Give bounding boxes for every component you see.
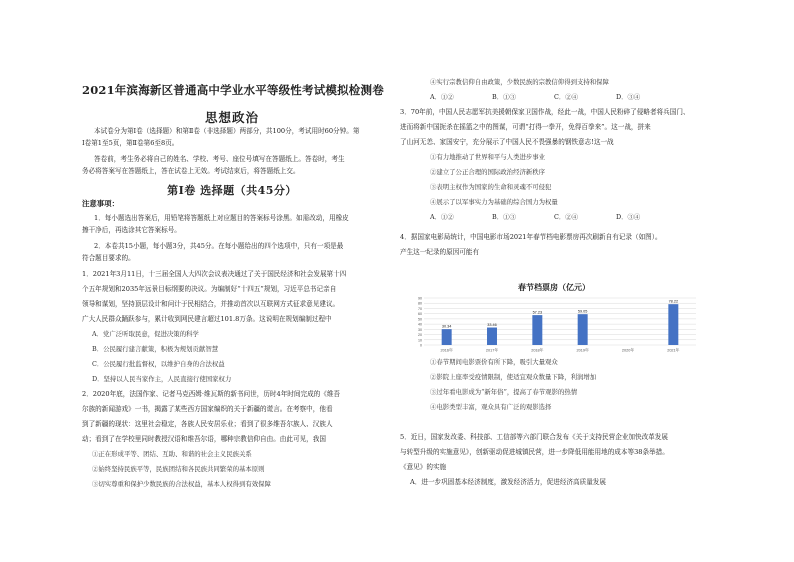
bar-value-label: 30.34 (441, 324, 452, 329)
question-line: 了山河无恙、家国安宁，充分展示了中国人民不畏强暴的钢铁意志!这一战 (400, 138, 614, 146)
question-line: 到了新疆的现状：这里社会稳定，各族人民安居乐业；看到了很多维吾尔族人、汉族人 (82, 420, 333, 428)
chart-title: 春节档票房（亿元） (518, 282, 590, 292)
answer-option: ④电影类型丰富，观众具有广泛的观影选择 (430, 403, 552, 411)
y-tick-label: 40 (418, 322, 422, 327)
answer-option: ①正在形成平等、团结、互助、和谐的社会主义民族关系 (92, 450, 252, 458)
section-title: 第Ⅰ卷 选择题（共45分） (167, 184, 297, 197)
answer-option: ③表明主权作为国家的生命和灵魂不可侵犯 (430, 183, 552, 191)
question-line: 进而将新中国扼杀在摇篮之中的图谋，可谓“打得一拳开，免得百拳来”。这一战，拼来 (400, 123, 651, 131)
answer-option: B．公民履行建言献策，积极为规划贡献智慧 (92, 345, 219, 353)
bar (442, 329, 452, 345)
y-tick-label: 80 (418, 301, 422, 306)
question-line: 1．2021年3月11日，十三届全国人大四次会议表决通过了关于国民经济和社会发展第十四 (82, 270, 347, 278)
choice-b: B．①③ (492, 213, 516, 221)
answer-option: ③切实尊重和保护少数民族的合法权益，基本人权得到有效保障 (92, 480, 271, 488)
exam-title: 2021年滨海新区普通高中学业水平等级性考试模拟检测卷 (82, 83, 384, 97)
question-line: 个五年规划和2035年远景目标纲要的决议。为编制好“十四五”规划，习近平总书记亲自 (82, 285, 337, 293)
choice-d: D．③④ (616, 213, 641, 221)
question-line: 与转型升级的实施意见》，创新驱动促进城镇民营，进一步降低用能用地的成本等38条举措。 (400, 448, 669, 456)
x-tick-label: 2018年 (531, 348, 544, 353)
answer-option: ①有力地推动了世界和平与人类进步事业 (430, 153, 546, 161)
x-tick-label: 2020年 (621, 348, 635, 353)
bar (487, 328, 497, 345)
answer-option: ②建立了公正合理的国际政治经济新秩序 (430, 168, 546, 176)
x-tick-label: 2017年 (485, 348, 499, 353)
answer-option: C．公民履行批监督权，以维护自身的合法权益 (92, 360, 225, 368)
answer-option: A．党广泛听取民意，促进决策的科学 (92, 330, 199, 338)
choice-b: B．①③ (492, 93, 516, 101)
box-office-chart (410, 296, 702, 354)
answer-option: ①春节期间电影票价有所下降，吸引大量观众 (430, 358, 558, 366)
question-line: 动；看到了在学校里同时教授汉语和维吾尔语，哪种宗教信仰自由。由此可见，我国 (82, 435, 326, 443)
choice-c: C．②④ (554, 213, 579, 221)
y-tick-label: 70 (418, 306, 422, 311)
bar (668, 304, 678, 345)
x-tick-label: 2019年 (576, 348, 589, 353)
intro-line: 务必将答案写在答题纸上，答在试卷上无效。考试结束后，将答题纸上交。 (82, 167, 300, 175)
y-tick-label: 0 (420, 343, 422, 348)
choice-d: D．③④ (616, 93, 641, 101)
bar-value-label: 78.22 (668, 299, 679, 304)
bar-value-label: 33.46 (487, 323, 497, 328)
y-tick-label: 50 (418, 317, 422, 322)
note-line: 符合题目要求的。 (82, 254, 135, 262)
intro-line: 本试卷分为第Ⅰ卷（选择题）和第Ⅱ卷（非选择题）两部分，共100分，考试用时60分钟。第 (94, 127, 360, 135)
note-line: 擦干净后，再选涂其它答案标号。 (82, 226, 181, 234)
x-tick-label: 2016年 (440, 348, 453, 353)
notes-title: 注意事项： (82, 199, 119, 208)
answer-option: ②影院上座率受疫情限制，使适宜观众数量下降，利润增加 (430, 373, 597, 381)
bar (532, 315, 542, 345)
answer-option: ②始终坚持民族平等，民族团结和各民族共同繁荣的基本原则 (92, 465, 265, 473)
note-line: 2．本卷共15小题，每小题3分，共45分。在每小题给出的四个选项中，只有一项是最 (94, 242, 344, 250)
answer-option: ③过年看电影成为“新年俗”，提高了春节观影的热情 (430, 388, 578, 396)
subject-title: 思想政治 (204, 110, 259, 125)
bar-value-label: 57.23 (532, 310, 543, 315)
y-tick-label: 10 (418, 338, 422, 343)
question-line: 《意见》的实施 (400, 463, 447, 471)
choice-a: A．①② (430, 93, 454, 101)
y-tick-label: 30 (418, 327, 422, 332)
question-line: 3．70年前，中国人民志愿军抗美援朝保家卫国作战，经此一战，中国人民粉碎了侵略者将兵国门、 (400, 108, 690, 116)
question-line: 领导和谋划，坚持顶层设计和问计于民相结合，并推动首次以互联网方式征求意见建议。 (82, 300, 340, 308)
intro-line: 答卷前，考生务必将自己的姓名、学校、考号、座位号填写在答题纸上。答卷时，考生 (94, 155, 345, 163)
y-tick-label: 60 (418, 312, 422, 317)
question-line: 产生这一纪录的原因可能有 (400, 248, 480, 256)
choice-c: C．②④ (554, 93, 579, 101)
choice-a: A．①② (430, 213, 454, 221)
intro-line: Ⅰ卷第1至5页，第Ⅱ卷第6至8页。 (82, 139, 179, 147)
answer-choices (430, 93, 678, 101)
y-tick-label: 20 (418, 333, 422, 338)
answer-choices (430, 213, 678, 221)
answer-option: D．坚持以人民当家作主，人民直接行使国家权力 (92, 375, 232, 383)
x-tick-label: 2021年 (667, 348, 680, 353)
question-line: 2．2020年底，法国作家、记者马克西姆·维瓦斯的新书问世，历时4年时间完成的《维吾 (82, 390, 341, 398)
note-line: 1．每小题选出答案后，用铅笔将答题纸上对应题目的答案标号涂黑。如需改动，用橡皮 (94, 214, 349, 222)
question-line: 4．据国家电影局统计，中国电影市场2021年春节档电影票房再次刷新自有记录（如图）。 (400, 233, 662, 241)
chart-area (410, 296, 702, 354)
question-line: 广大人民群众踊跃参与，累计收到网民建言超过101.8万条。这说明在规划编制过程中 (82, 315, 332, 323)
bar-value-label: 59.05 (577, 309, 588, 314)
bar (578, 314, 588, 345)
answer-option: ④实行宗教信仰自由政策，少数民族的宗教信仰得到支持和保障 (430, 78, 609, 86)
question-line: 5．近日，国家发改委、科技部、工信部等六部门联合发布《关于支持民营企业加快改革发展 (400, 433, 668, 441)
answer-option: A．进一步巩固基本经济制度，激发经济活力，促进经济高质量发展 (410, 478, 606, 486)
question-line: 尔族的新闻游戏》一书，揭露了某些西方国家编织的关于新疆的谎言。在考察中，他看 (82, 405, 333, 413)
answer-option: ④展示了以军事实力为基础的综合国力为权量 (430, 198, 558, 206)
y-tick-label: 90 (418, 296, 422, 301)
